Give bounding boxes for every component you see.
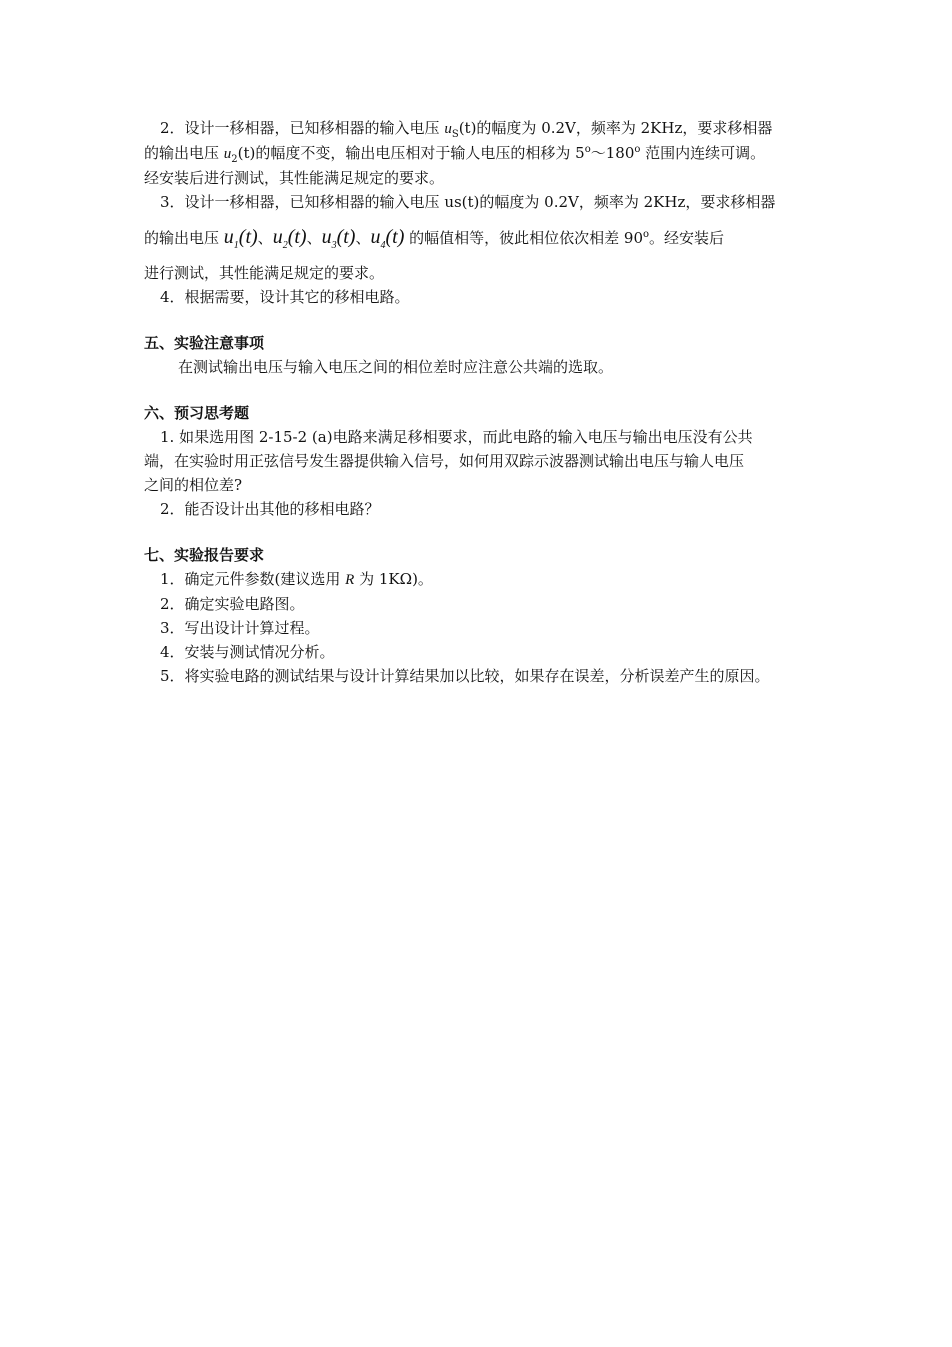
item-3-line-2: 的输出电压 $u_1(t)$、$u_2(t)$、$u_3(t)$、$u_4(t)$ 的幅值相等，彼此相位依次相差 90$^o$。经安装后 [144,226,725,251]
u4-symbol: $u_4(t)$ [370,226,405,251]
section-5-title: 五、实验注意事项 [144,334,265,352]
item-2-line-1: 2．设计一移相器，已知移相器的输入电压 $u_S(t)$的幅度为 0.2V，频率为 2KHz，要求移相器 [160,119,773,140]
report-item-3: 3．写出设计计算过程。 [160,619,320,637]
item-4: 4．根据需要，设计其它的移相电路。 [160,288,410,306]
item-2-line-2: 的输出电压 $u_2(t)$的幅度不变，输出电压相对于输人电压的相移为 5$^o$～180$^o$ 范围内连续可调。 [144,144,766,165]
item-3-line-3: 进行测试，其性能满足规定的要求。 [144,264,385,282]
report-item-1: 1．确定元件参数(建议选用 R 为 1KΩ)。 [160,570,433,588]
question-1-line-3: 之间的相位差? [144,476,243,494]
u1-symbol: $u_1(t)$ [223,226,258,251]
section-6-title: 六、预习思考题 [144,404,250,422]
item-2-line-3: 经安装后进行测试，其性能满足规定的要求。 [144,169,445,187]
u2-symbol: $u_2(t)$ [272,226,307,251]
section-7-title: 七、实验报告要求 [144,546,265,564]
section-5-body: 在测试输出电压与输入电压之间的相位差时应注意公共端的选取。 [178,358,614,376]
question-2: 2．能否设计出其他的移相电路？ [160,500,380,518]
report-item-5: 5．将实验电路的测试结果与设计计算结果加以比较，如果存在误差，分析误差产生的原因。 [160,667,770,685]
u3-symbol: $u_3(t)$ [321,226,356,251]
question-1-line-2: 端，在实验时用正弦信号发生器提供输入信号，如何用双踪示波器测试输出电压与输人电压 [144,452,745,470]
item-3-line-1: 3．设计一移相器，已知移相器的输入电压 us(t)的幅度为 0.2V，频率为 2KHz，要求移相器 [160,193,776,211]
document-body [144,116,826,688]
question-1-line-1: 1. 如果选用图 2-15-2 (a)电路来满足移相要求，而此电路的输入电压与输出电压没有公共 [160,428,753,446]
report-item-2: 2．确定实验电路图。 [160,595,305,613]
report-item-4: 4．安装与测试情况分析。 [160,643,335,661]
